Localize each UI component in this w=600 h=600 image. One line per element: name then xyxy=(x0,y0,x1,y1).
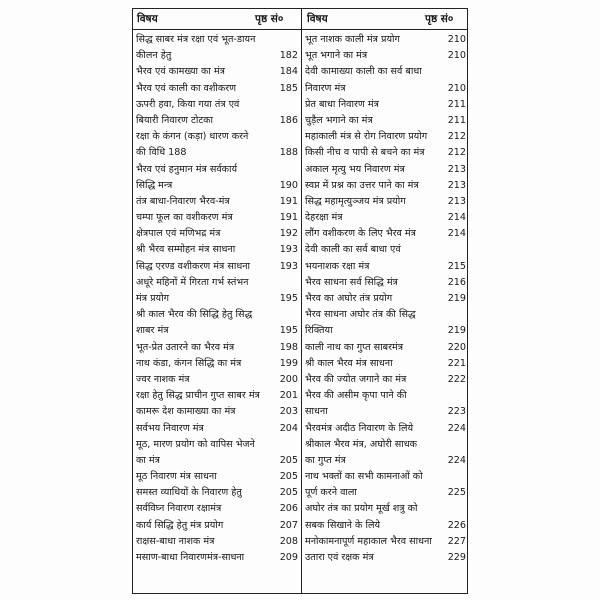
toc-entry-title: तंत्र बाधा-निवारण भैरव-मंत्र xyxy=(136,195,230,207)
toc-entry-page: 224 xyxy=(447,422,466,434)
toc-entry-page: 213 xyxy=(447,163,466,175)
toc-entry-title: भूत-प्रेत उतारने का भैरव मंत्र xyxy=(136,341,235,353)
toc-entry-page: 206 xyxy=(279,503,298,515)
toc-entry-page: 195 xyxy=(279,293,298,304)
toc-entry-title: भैरव एवं कामख्या का मंत्र xyxy=(136,66,225,78)
toc-entry xyxy=(305,81,466,97)
toc-entry xyxy=(136,307,298,323)
toc-entry-title: श्री काल भैरव की सिद्धि हेतु सिद्ध xyxy=(136,309,253,321)
toc-entry-page: 220 xyxy=(447,341,466,353)
toc-entry-title: नाथ कंडा, कंगन सिद्धि का मंत्र xyxy=(136,357,242,369)
toc-entry-page: 190 xyxy=(279,179,298,191)
toc-entry-title: ज्वर नाशक मंत्र xyxy=(136,373,190,385)
toc-entry xyxy=(305,307,466,323)
toc-entry-title: रिक्तिया xyxy=(305,325,333,337)
toc-entry-page: 204 xyxy=(279,422,298,434)
toc-entry xyxy=(136,356,298,372)
toc-entry-page: 219 xyxy=(447,325,466,337)
toc-entry-title: सबक सिखाने के लिये xyxy=(305,519,381,531)
toc-entry-title: समस्त व्याधियों के निवारण हेतु xyxy=(136,487,242,499)
toc-entry-page: 226 xyxy=(447,519,466,531)
toc-entry xyxy=(305,404,466,420)
toc-entry xyxy=(305,178,466,194)
toc-entry xyxy=(305,194,466,210)
toc-entry xyxy=(136,534,298,550)
toc-entry-title: प्रेत बाधा निवारण मंत्र xyxy=(305,98,379,110)
toc-entry-title: श्री भैरव सम्मोहन मंत्र साधना xyxy=(136,244,236,256)
right-column xyxy=(305,32,466,592)
toc-entry-page: 223 xyxy=(447,406,466,418)
toc-entry-title: रक्षा के कंगन (कड़ा) धारण करने xyxy=(136,131,249,143)
right-page-heading: पृष्ठ सं० xyxy=(425,13,454,25)
toc-entry xyxy=(305,356,466,372)
toc-entry-page: 205 xyxy=(279,471,298,483)
toc-entry-title: बियारी निवारण टोटका xyxy=(136,114,214,126)
toc-entry xyxy=(136,550,298,566)
toc-entry xyxy=(136,32,298,48)
toc-entry-page: 186 xyxy=(279,114,298,126)
toc-entry xyxy=(136,259,298,275)
toc-entry xyxy=(305,469,466,485)
toc-entry xyxy=(305,550,466,566)
toc-header xyxy=(133,9,467,30)
toc-entry-title: काली नाथ का गुप्त साबरमंत्र xyxy=(305,341,404,353)
toc-entry xyxy=(136,178,298,194)
toc-entry xyxy=(136,226,298,242)
toc-entry xyxy=(305,518,466,534)
toc-entry xyxy=(136,97,298,113)
toc-entry xyxy=(136,210,298,226)
left-column xyxy=(136,32,298,592)
toc-entry-title: भूत नाशक काली मंत्र प्रयोग xyxy=(305,34,400,45)
toc-entry-page: 211 xyxy=(447,98,466,110)
toc-entry-title: चम्पा फूल का वशीकरण मंत्र xyxy=(136,212,233,224)
toc-entry xyxy=(305,259,466,275)
toc-entry-title: मूठ, मारण प्रयोग को वापिस भेजने xyxy=(136,438,255,450)
toc-entry-title: भूत भगाने का मंत्र xyxy=(305,50,368,62)
toc-entry xyxy=(305,97,466,113)
toc-entry-title: पूर्ण करने वाला xyxy=(305,487,357,499)
toc-entry-title: भैरव की ज्योत जगाने का मंत्र xyxy=(305,373,407,385)
toc-entry-page: 224 xyxy=(447,454,466,466)
toc-entry xyxy=(136,242,298,258)
toc-entry xyxy=(305,113,466,129)
toc-entry xyxy=(136,372,298,388)
toc-entry xyxy=(305,275,466,291)
toc-entry xyxy=(305,64,466,80)
toc-entry-title: कार्य सिद्धि हेतु मंत्र प्रयोग xyxy=(136,519,224,531)
toc-entry-title: देवी काली का सर्व बाधा एवं xyxy=(305,244,401,256)
toc-entry-title: ऊपरी हवा, किया गया तंत्र एवं xyxy=(136,98,240,110)
toc-entry xyxy=(305,388,466,404)
toc-entry xyxy=(136,113,298,129)
toc-entry-page: 214 xyxy=(447,212,466,224)
toc-entry xyxy=(136,453,298,469)
toc-entry-title: अधूरे महिनों में गिरता गर्भ स्तंभन xyxy=(136,276,249,288)
toc-entry xyxy=(136,162,298,178)
toc-entry-page: 222 xyxy=(447,373,466,385)
toc-entry-page: 221 xyxy=(447,357,466,369)
column-divider xyxy=(301,9,302,593)
toc-entry-title: देहरक्षा मंत्र xyxy=(305,212,343,224)
toc-entry xyxy=(136,275,298,291)
toc-entry-page: 214 xyxy=(447,228,466,240)
toc-entry-title: भैरव की असीम कृपा पाने की xyxy=(305,390,407,402)
toc-entry xyxy=(136,404,298,420)
toc-entry-title: राक्षस-बाधा नाशक मंत्र xyxy=(136,535,215,547)
toc-entry-page: 212 xyxy=(447,147,466,159)
toc-entry-title: सिद्ध साबर मंत्र रक्षा एवं भूत-डायन xyxy=(136,34,256,45)
toc-entry-page: 213 xyxy=(447,179,466,191)
toc-entry-page: 188 xyxy=(279,147,298,159)
toc-entry-title: अकाल मृत्यु भय निवारण मंत्र xyxy=(305,163,405,175)
toc-entry xyxy=(305,372,466,388)
toc-entry-title: भैरव एवं काली का वशीकरण xyxy=(136,82,237,94)
toc-entry-title: सर्वभय निवारण मंत्र xyxy=(136,422,204,434)
toc-entry-page: 213 xyxy=(447,195,466,207)
toc-entry xyxy=(305,485,466,501)
toc-entry xyxy=(305,226,466,242)
toc-entry-title: भैरव साधना अघोर तंत्र की सिद्ध xyxy=(305,309,416,321)
toc-entry-page: 216 xyxy=(447,276,466,288)
toc-entry-title: कामरू देश कामाख्या का मंत्र xyxy=(136,406,236,418)
toc-entry-title: का मंत्र xyxy=(136,454,160,466)
toc-entry-title: भैरव का अघोर तंत्र प्रयोग xyxy=(305,293,393,304)
toc-entry xyxy=(305,453,466,469)
toc-entry-title: क्षेत्रपाल एवं मणिभद्र मंत्र xyxy=(136,228,221,240)
toc-entry-page: 208 xyxy=(279,535,298,547)
toc-entry-page: 203 xyxy=(279,406,298,418)
toc-entry xyxy=(305,48,466,64)
toc-entry-page: 192 xyxy=(279,228,298,240)
toc-entry-page: 199 xyxy=(279,357,298,369)
toc-entry-title: का गुप्त मंत्र xyxy=(305,454,346,466)
toc-entry xyxy=(136,421,298,437)
toc-entry xyxy=(136,323,298,339)
toc-entry xyxy=(136,129,298,145)
toc-entry-page: 182 xyxy=(279,50,298,62)
toc-entry-title: रक्षा हेतु सिद्ध प्राचीन गुप्त साबर मंत्र xyxy=(136,390,260,402)
toc-entry-page: 184 xyxy=(279,66,298,78)
toc-entry xyxy=(136,194,298,210)
toc-entry-title: स्वप्न में प्रश्न का उत्तर पाने का मंत्र xyxy=(305,179,419,191)
toc-entry-title: नाथ भक्तों का सभी कामनाओं को xyxy=(305,471,423,483)
toc-entry-title: सर्वविघ्न निवारण रक्षामंत्र xyxy=(136,503,222,515)
toc-entry-title: श्री काल भैरव मंत्र साधना xyxy=(305,357,393,369)
toc-entry xyxy=(136,340,298,356)
toc-entry-title: किसी नीच व पापी से बचने का मंत्र xyxy=(305,147,425,159)
toc-entry-page: 191 xyxy=(279,195,298,207)
toc-entry-page: 219 xyxy=(447,293,466,304)
toc-entry-title: कीलन हेतु xyxy=(136,50,172,62)
toc-entry-page: 210 xyxy=(447,82,466,94)
toc-entry-page: 195 xyxy=(279,325,298,337)
toc-entry xyxy=(305,501,466,517)
toc-entry-title: की विधि 188 xyxy=(136,147,187,159)
toc-entry xyxy=(136,501,298,517)
toc-entry xyxy=(305,210,466,226)
toc-entry-title: मंत्र प्रयोग xyxy=(136,293,169,304)
toc-entry-page: 210 xyxy=(447,34,466,45)
toc-entry-title: लौंग वशीकरण के लिए भैरव मंत्र xyxy=(305,228,416,240)
toc-entry-page: 191 xyxy=(279,212,298,224)
toc-entry xyxy=(305,162,466,178)
toc-entry-page: 193 xyxy=(279,260,298,272)
toc-entry-title: साधना xyxy=(305,406,328,418)
toc-entry xyxy=(136,48,298,64)
table-of-contents xyxy=(132,8,468,594)
toc-entry xyxy=(136,485,298,501)
toc-entry xyxy=(305,323,466,339)
toc-entry xyxy=(305,145,466,161)
toc-entry xyxy=(305,242,466,258)
toc-entry-page: 205 xyxy=(279,454,298,466)
toc-entry-title: शाबर मंत्र xyxy=(136,325,169,337)
toc-entry xyxy=(136,469,298,485)
toc-entry-page: 212 xyxy=(447,131,466,143)
toc-entry-title: भैरव एवं हनुमान मंत्र सर्वकार्य xyxy=(136,163,238,175)
toc-entry xyxy=(136,64,298,80)
toc-entry xyxy=(136,518,298,534)
toc-entry-title: उतारा एवं रक्षक मंत्र xyxy=(305,552,374,563)
toc-entry-page: 207 xyxy=(279,519,298,531)
toc-entry xyxy=(305,291,466,307)
toc-entry-title: चुड़ैल भगाने का मंत्र xyxy=(305,114,373,126)
toc-entry-title: निवारण मंत्र xyxy=(305,82,346,94)
toc-entry-page: 201 xyxy=(279,390,298,402)
toc-entry-title: श्रीकाल भैरव मंत्र, अघोरी साधक xyxy=(305,438,418,450)
left-page-heading: पृष्ठ सं० xyxy=(255,13,284,25)
toc-entry-page: 227 xyxy=(447,535,466,547)
toc-entry xyxy=(136,81,298,97)
toc-entry-title: मसाण-बाधा निवारणमंत्र-साधना xyxy=(136,552,245,563)
toc-entry-title: भैरवमंत्र अदीठ निवारण के लिये xyxy=(305,422,414,434)
toc-entry-page: 205 xyxy=(279,487,298,499)
toc-entry xyxy=(136,437,298,453)
toc-entry-page: 200 xyxy=(279,373,298,385)
toc-entry xyxy=(305,534,466,550)
toc-entry-title: मूठ निवारण मंत्र साधना xyxy=(136,471,217,483)
toc-entry-page: 229 xyxy=(447,552,466,563)
toc-entry-page: 209 xyxy=(279,552,298,563)
toc-entry-title: सिद्ध एरण्ड वशीकरण मंत्र साधना xyxy=(136,260,251,272)
toc-entry-title: देवी कामाख्या काली का सर्व बाधा xyxy=(305,66,422,78)
toc-entry xyxy=(136,145,298,161)
toc-entry-title: भयनाशक रक्षा मंत्र xyxy=(305,260,370,272)
toc-entry-title: मनोकामनापूर्ण महाकाल भैरव साधना xyxy=(305,535,432,547)
toc-entry-page: 198 xyxy=(279,341,298,353)
toc-entry xyxy=(305,129,466,145)
right-subject-heading: विषय xyxy=(307,13,328,25)
toc-entry-title: भैरव साधना सर्व सिद्धि मंत्र xyxy=(305,276,398,288)
toc-entry-title: महाकाली मंत्र से रोग निवारण प्रयोग xyxy=(305,131,428,143)
toc-entry xyxy=(305,340,466,356)
toc-entry-page: 211 xyxy=(447,114,466,126)
toc-entry xyxy=(305,437,466,453)
toc-entry-page: 185 xyxy=(279,82,298,94)
toc-entry-title: अघोर तंत्र का प्रयोग मूर्ख शत्रु को xyxy=(305,503,418,515)
toc-entry-page: 210 xyxy=(447,50,466,62)
toc-entry-page: 215 xyxy=(447,260,466,272)
toc-entry-title: सिद्धि मन्त्र xyxy=(136,179,173,191)
toc-entry xyxy=(305,421,466,437)
toc-entry-page: 225 xyxy=(447,487,466,499)
toc-entry-title: सिद्ध महामृत्युञ्जय मंत्र प्रयोग xyxy=(305,195,406,207)
left-subject-heading: विषय xyxy=(137,13,158,25)
toc-entry xyxy=(136,291,298,307)
toc-entry xyxy=(136,388,298,404)
toc-entry-page: 193 xyxy=(279,244,298,256)
toc-entry xyxy=(305,32,466,48)
